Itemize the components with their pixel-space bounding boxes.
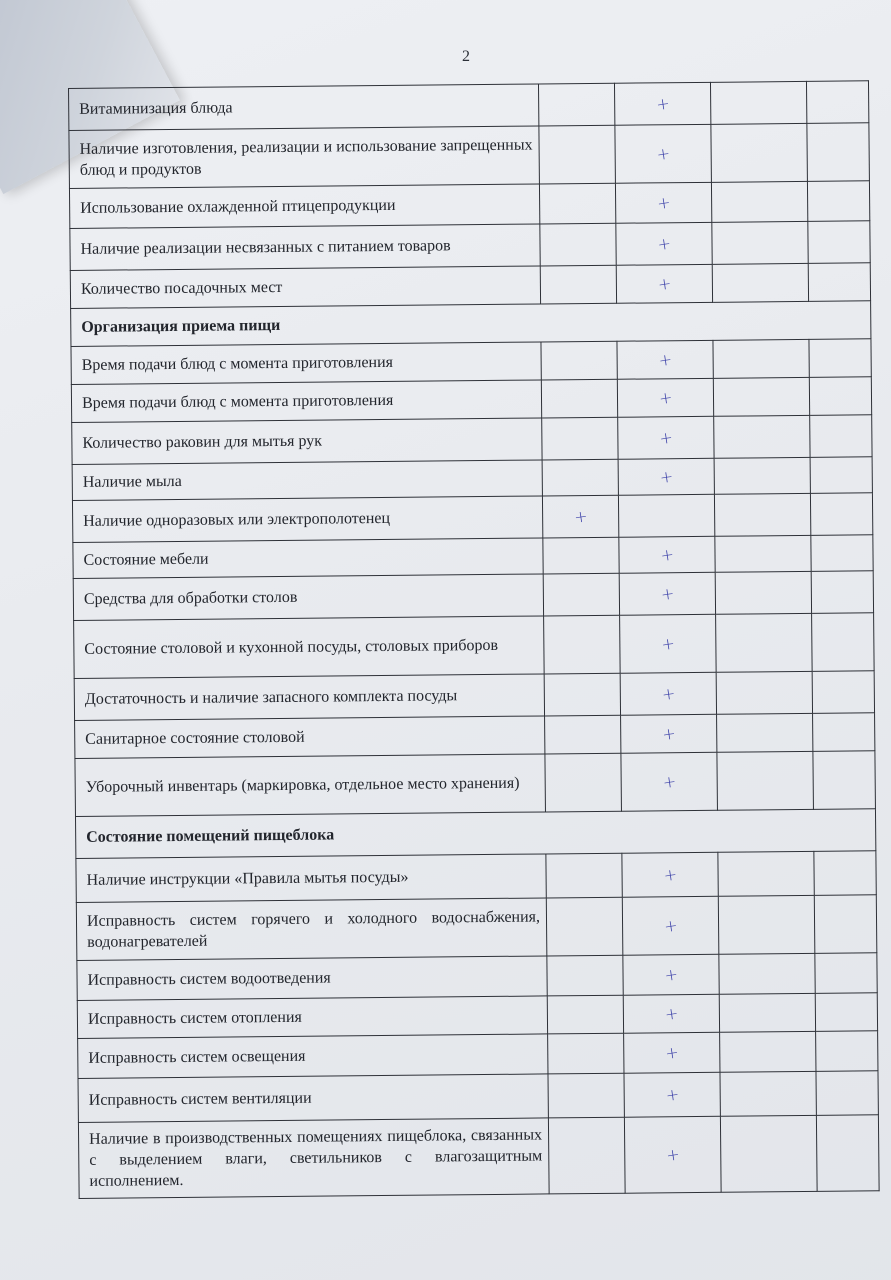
handwritten-check-mark — [617, 340, 713, 379]
empty-mark-cell — [719, 993, 815, 1032]
empty-mark-cell — [815, 993, 877, 1032]
criterion-label: Количество раковин для мытья рук — [72, 418, 542, 465]
criterion-label: Использование охлажденной птицепродукции — [69, 184, 539, 229]
criterion-label: Исправность систем водоотведения — [77, 956, 547, 1001]
check-mark-glyph: + — [660, 683, 677, 705]
criterion-label: Наличие одноразовых или электрополотенец — [72, 496, 542, 543]
empty-mark-cell — [545, 715, 621, 754]
handwritten-check-mark — [618, 416, 714, 459]
check-mark-glyph: + — [655, 192, 672, 214]
handwritten-check-mark — [616, 222, 712, 265]
handwritten-check-mark — [542, 495, 618, 538]
document-body — [68, 80, 879, 1199]
check-mark-glyph: + — [659, 583, 676, 605]
handwritten-check-mark — [624, 1072, 720, 1117]
section-title: Состояние помещений пищеблока — [75, 809, 875, 859]
handwritten-check-mark — [618, 458, 714, 495]
empty-mark-cell — [546, 897, 623, 956]
handwritten-check-mark — [614, 82, 710, 125]
handwritten-check-mark — [621, 752, 718, 811]
check-mark-glyph: + — [663, 1042, 680, 1064]
empty-mark-cell — [812, 671, 874, 714]
empty-mark-cell — [544, 615, 621, 674]
check-mark-glyph: + — [654, 93, 671, 115]
handwritten-check-mark — [622, 896, 719, 955]
empty-mark-cell — [806, 81, 868, 124]
empty-mark-cell — [810, 415, 872, 458]
empty-mark-cell — [542, 417, 618, 460]
empty-mark-cell — [816, 1115, 879, 1192]
check-mark-glyph: + — [655, 143, 672, 165]
criterion-label: Время подачи блюд с момента приготовления — [71, 380, 541, 423]
section-title: Организация приема пищи — [71, 301, 871, 347]
empty-mark-cell — [816, 1071, 878, 1116]
check-mark-glyph: + — [664, 1084, 681, 1106]
empty-mark-cell — [540, 223, 616, 266]
empty-mark-cell — [715, 571, 811, 614]
checklist-row — [78, 1115, 879, 1199]
empty-mark-cell — [813, 751, 876, 810]
criterion-label: Витаминизация блюда — [69, 84, 539, 131]
criterion-label: Исправность систем горячего и холодного водоснабжения, водонагревателей — [76, 898, 547, 961]
empty-mark-cell — [809, 339, 871, 378]
empty-mark-cell — [711, 123, 808, 182]
check-mark-glyph: + — [659, 633, 676, 655]
empty-mark-cell — [548, 1033, 624, 1074]
handwritten-check-mark — [620, 614, 717, 673]
inspection-checklist-table — [68, 80, 880, 1199]
empty-mark-cell — [715, 535, 811, 572]
handwritten-check-mark — [624, 1116, 721, 1193]
empty-mark-cell — [544, 673, 620, 716]
empty-mark-cell — [714, 415, 810, 458]
check-mark-glyph: + — [661, 771, 678, 793]
criterion-label: Исправность систем вентиляции — [78, 1074, 548, 1123]
check-mark-glyph: + — [662, 864, 679, 886]
checklist-row — [76, 895, 877, 961]
empty-mark-cell — [713, 339, 809, 378]
empty-mark-cell — [717, 713, 813, 752]
empty-mark-cell — [716, 671, 812, 714]
handwritten-check-mark — [615, 124, 712, 183]
criterion-label: Исправность систем освещения — [78, 1034, 548, 1079]
empty-mark-cell — [717, 751, 814, 810]
check-mark-glyph: + — [657, 387, 674, 409]
handwritten-check-mark — [623, 994, 719, 1033]
check-mark-glyph: + — [658, 466, 675, 488]
empty-mark-cell — [542, 459, 618, 496]
check-mark-glyph: + — [655, 233, 673, 255]
empty-mark-cell — [720, 1031, 816, 1072]
empty-mark-cell — [815, 953, 877, 994]
check-mark-glyph: + — [660, 723, 677, 745]
empty-mark-cell — [812, 613, 875, 672]
checklist-row — [75, 751, 876, 817]
handwritten-check-mark — [620, 672, 716, 715]
empty-mark-cell — [538, 83, 614, 126]
check-mark-glyph: + — [662, 964, 680, 986]
empty-mark-cell — [807, 123, 870, 182]
handwritten-check-mark — [616, 264, 712, 303]
empty-mark-cell — [720, 1115, 817, 1192]
criterion-label: Время подачи блюд с момента приготовления — [71, 342, 541, 385]
criterion-label: Средства для обработки столов — [73, 574, 543, 621]
handwritten-check-mark — [615, 182, 711, 223]
empty-mark-cell — [543, 573, 619, 616]
empty-mark-cell — [718, 851, 814, 896]
check-mark-glyph: + — [572, 506, 589, 527]
empty-mark-cell — [540, 265, 616, 304]
criterion-label: Состояние мебели — [73, 538, 543, 579]
empty-mark-cell — [547, 955, 623, 996]
empty-mark-cell — [713, 377, 809, 416]
empty-mark-cell — [810, 493, 872, 536]
empty-mark-cell — [541, 379, 617, 418]
check-mark-glyph: + — [663, 1003, 680, 1025]
empty-mark-cell — [543, 537, 619, 574]
checklist-row — [74, 613, 875, 679]
empty-mark-cell — [539, 125, 616, 184]
empty-mark-cell — [618, 494, 714, 537]
handwritten-check-mark — [624, 1032, 720, 1073]
criterion-label: Наличие изготовления, реализации и использование запрещенных блюд и продуктов — [69, 126, 540, 189]
handwritten-check-mark — [619, 572, 715, 615]
check-mark-glyph: + — [658, 544, 676, 566]
empty-mark-cell — [718, 895, 815, 954]
criterion-label: Количество посадочных мест — [70, 266, 540, 309]
empty-mark-cell — [720, 1071, 816, 1116]
criterion-label: Наличие в производственных помещениях пищеблока, связанных с выделением влаги, светильников с влагозащитным исполнением. — [78, 1118, 549, 1199]
empty-mark-cell — [814, 851, 876, 896]
check-mark-glyph: + — [664, 1144, 681, 1166]
empty-mark-cell — [710, 81, 806, 124]
criterion-label: Санитарное состояние столовой — [75, 716, 545, 759]
empty-mark-cell — [539, 183, 615, 224]
empty-mark-cell — [714, 457, 810, 494]
empty-mark-cell — [814, 895, 877, 954]
checklist-row — [78, 1071, 878, 1123]
checklist-rows — [69, 81, 880, 1199]
checklist-row — [76, 851, 876, 903]
empty-mark-cell — [809, 377, 871, 416]
check-mark-glyph: + — [657, 349, 674, 371]
empty-mark-cell — [813, 713, 875, 752]
empty-mark-cell — [811, 571, 873, 614]
empty-mark-cell — [712, 221, 808, 264]
empty-mark-cell — [719, 953, 815, 994]
empty-mark-cell — [541, 341, 617, 380]
empty-mark-cell — [545, 753, 622, 812]
handwritten-check-mark — [619, 536, 715, 573]
handwritten-check-mark — [623, 954, 719, 995]
empty-mark-cell — [548, 1073, 624, 1118]
empty-mark-cell — [548, 1117, 625, 1194]
check-mark-glyph: + — [662, 915, 679, 937]
checklist-row — [69, 123, 870, 189]
empty-mark-cell — [546, 853, 622, 898]
check-mark-glyph: + — [656, 273, 673, 295]
empty-mark-cell — [808, 263, 870, 302]
empty-mark-cell — [547, 995, 623, 1034]
empty-mark-cell — [711, 181, 807, 222]
criterion-label: Наличие мыла — [72, 460, 542, 501]
criterion-label: Уборочный инвентарь (маркировка, отдельное место хранения) — [75, 754, 546, 817]
empty-mark-cell — [714, 493, 810, 536]
criterion-label: Достаточность и наличие запасного комплекта посуды — [74, 674, 544, 721]
empty-mark-cell — [712, 263, 808, 302]
criterion-label: Исправность систем отопления — [77, 996, 547, 1039]
criterion-label: Состояние столовой и кухонной посуды, столовых приборов — [74, 616, 545, 679]
handwritten-check-mark — [622, 852, 718, 897]
empty-mark-cell — [816, 1031, 878, 1072]
handwritten-check-mark — [617, 378, 713, 417]
criterion-label: Наличие реализации несвязанных с питанием товаров — [70, 224, 540, 271]
empty-mark-cell — [716, 613, 813, 672]
empty-mark-cell — [807, 181, 869, 222]
empty-mark-cell — [808, 221, 870, 264]
handwritten-check-mark — [621, 714, 717, 753]
empty-mark-cell — [811, 535, 873, 572]
empty-mark-cell — [810, 457, 872, 494]
page-number: 2 — [462, 48, 470, 65]
criterion-label: Наличие инструкции «Правила мытья посуды» — [76, 854, 546, 903]
check-mark-glyph: + — [657, 427, 674, 449]
